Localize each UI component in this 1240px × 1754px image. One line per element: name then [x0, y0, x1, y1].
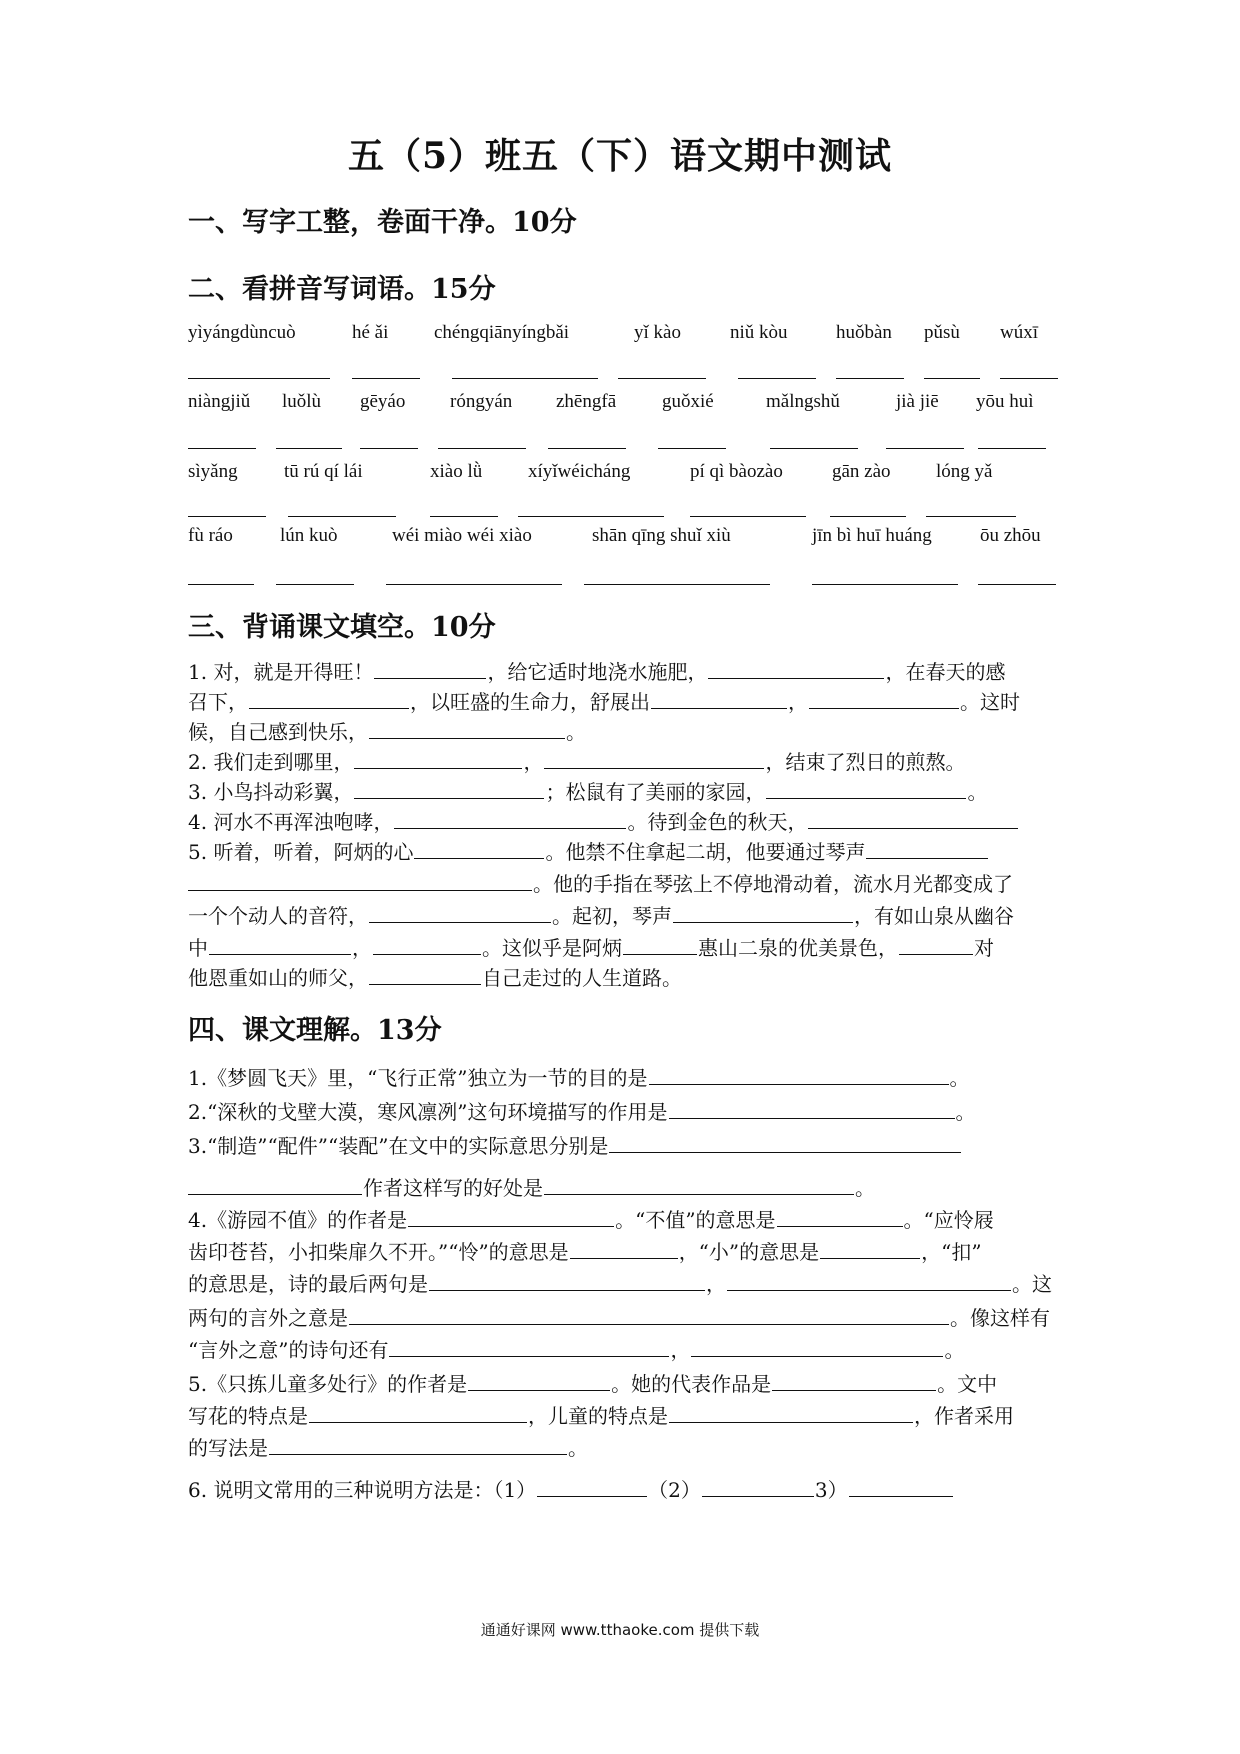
- fill-blank[interactable]: [269, 1432, 567, 1455]
- answer-blank[interactable]: [1000, 378, 1058, 379]
- s4-line-8: 两句的言外之意是 。像这样有: [188, 1302, 1050, 1334]
- fill-blank[interactable]: [354, 746, 522, 769]
- s4-line-13: 6. 说明文常用的三种说明方法是：（1） （2） 3）: [188, 1474, 954, 1506]
- fill-blank[interactable]: [544, 1172, 854, 1195]
- answer-blank[interactable]: [188, 448, 256, 449]
- pinyin-item: huǒbàn: [836, 322, 892, 343]
- fill-blank[interactable]: [777, 1204, 903, 1227]
- s4-line-6: 齿印苍苔，小扣柴扉久不开。”“怜”的意思是 ，“小”的意思是 ，“扣”: [188, 1236, 982, 1268]
- answer-blank[interactable]: [352, 378, 420, 379]
- fill-blank[interactable]: [374, 656, 486, 679]
- s3-line-1: 1. 对，就是开得旺！ ，给它适时地浇水施肥， ，在春天的感: [188, 656, 1005, 688]
- section-1-heading: 一、写字工整，卷面干净。10分: [188, 207, 577, 238]
- s3-line-10: 中 ， 。这似乎是阿炳 惠山二泉的优美景色， 对: [188, 932, 994, 964]
- s4-line-1: 1.《梦圆飞天》里，“飞行正常”独立为一节的目的是 。: [188, 1062, 970, 1094]
- pinyin-item: wúxī: [1000, 322, 1038, 343]
- fill-blank[interactable]: [544, 746, 764, 769]
- pinyin-item: jīn bì huī huáng: [812, 525, 932, 546]
- answer-blank[interactable]: [690, 516, 806, 517]
- pinyin-item: fù ráo: [188, 525, 233, 546]
- fill-blank[interactable]: [623, 932, 697, 955]
- s4-line-11: 写花的特点是 ，儿童的特点是 ，作者采用: [188, 1400, 1014, 1432]
- fill-blank[interactable]: [570, 1236, 678, 1259]
- s3-line-7: 5. 听着，听着，阿炳的心 。他禁不住拿起二胡，他要通过琴声: [188, 836, 989, 868]
- pinyin-item: gān zào: [832, 461, 891, 482]
- pinyin-item: luǒlù: [282, 391, 322, 412]
- pinyin-item: jià jiē: [896, 391, 939, 412]
- s4-line-4: 作者这样写的好处是 。: [188, 1172, 875, 1204]
- answer-blank[interactable]: [518, 516, 664, 517]
- answer-blank[interactable]: [188, 516, 266, 517]
- section-4-heading: 四、课文理解。13分: [188, 1015, 442, 1046]
- fill-blank[interactable]: [849, 1474, 953, 1497]
- answer-blank[interactable]: [438, 448, 526, 449]
- s4-line-9: “言外之意”的诗句还有 ， 。: [188, 1334, 964, 1366]
- fill-blank[interactable]: [537, 1474, 647, 1497]
- pinyin-item: zhēngfā: [556, 391, 617, 412]
- answer-blank[interactable]: [584, 584, 770, 585]
- s4-line-7: 的意思是，诗的最后两句是 ， 。这: [188, 1268, 1052, 1300]
- answer-blank[interactable]: [978, 448, 1046, 449]
- fill-blank[interactable]: [866, 836, 988, 859]
- answer-blank[interactable]: [276, 584, 354, 585]
- pinyin-item: mǎlngshǔ: [766, 391, 840, 412]
- pinyin-item: niǔ kòu: [730, 322, 788, 343]
- fill-blank[interactable]: [669, 1400, 913, 1423]
- pinyin-item: tū rú qí lái: [284, 461, 363, 482]
- answer-blank[interactable]: [886, 448, 964, 449]
- answer-blank[interactable]: [770, 448, 858, 449]
- answer-blank[interactable]: [836, 378, 904, 379]
- s3-line-5: 3. 小鸟抖动彩翼， ；松鼠有了美丽的家园， 。: [188, 776, 987, 808]
- fill-blank[interactable]: [188, 868, 532, 891]
- fill-blank[interactable]: [651, 686, 787, 709]
- fill-blank[interactable]: [389, 1334, 669, 1357]
- fill-blank[interactable]: [809, 686, 959, 709]
- answer-blank[interactable]: [430, 516, 498, 517]
- pinyin-item: lún kuò: [280, 525, 338, 546]
- pinyin-item: hé ǎi: [352, 322, 389, 343]
- answer-blank[interactable]: [276, 448, 342, 449]
- section-3-heading: 三、背诵课文填空。10分: [188, 612, 496, 643]
- s4-line-10: 5.《只拣儿童多处行》的作者是 。她的代表作品是 。文中: [188, 1368, 997, 1400]
- answer-blank[interactable]: [926, 516, 1016, 517]
- fill-blank[interactable]: [772, 1368, 936, 1391]
- fill-blank[interactable]: [309, 1400, 527, 1423]
- pinyin-item: guǒxié: [662, 391, 714, 412]
- pinyin-item: xiào lǜ: [430, 461, 483, 482]
- fill-blank[interactable]: [708, 656, 884, 679]
- s3-line-9: 一个个动人的音符， 。起初，琴声 ，有如山泉从幽谷: [188, 900, 1014, 932]
- section-2-heading: 二、看拼音写词语。15分: [188, 274, 496, 305]
- fill-blank[interactable]: [369, 962, 481, 985]
- fill-blank[interactable]: [369, 900, 551, 923]
- pinyin-item: yìyángdùncuò: [188, 322, 296, 343]
- s4-line-2: 2.“深秋的戈壁大漠，寒风凛冽”这句环境描写的作用是 。: [188, 1096, 976, 1128]
- answer-blank[interactable]: [548, 448, 626, 449]
- pinyin-item: pí qì bàozào: [690, 461, 783, 482]
- fill-blank[interactable]: [429, 1268, 705, 1291]
- fill-blank[interactable]: [394, 806, 626, 829]
- s3-line-2: 召下， ，以旺盛的生命力，舒展出 ， 。这时: [188, 686, 1020, 718]
- answer-blank[interactable]: [924, 378, 980, 379]
- answer-blank[interactable]: [452, 378, 598, 379]
- fill-blank[interactable]: [373, 932, 481, 955]
- answer-blank[interactable]: [978, 584, 1056, 585]
- answer-blank[interactable]: [812, 584, 958, 585]
- fill-blank[interactable]: [408, 1204, 614, 1227]
- fill-blank[interactable]: [609, 1130, 961, 1153]
- fill-blank[interactable]: [354, 776, 544, 799]
- fill-blank[interactable]: [808, 806, 1018, 829]
- fill-blank[interactable]: [349, 1302, 949, 1325]
- s4-line-5: 4.《游园不值》的作者是 。“不值”的意思是 。“应怜屐: [188, 1204, 994, 1236]
- page-title: 五（5）班五（下）语文期中测试: [347, 135, 893, 177]
- footer-credit: 通通好课网 www.tthaoke.com 提供下载: [480, 1621, 760, 1639]
- answer-blank[interactable]: [658, 448, 726, 449]
- fill-blank[interactable]: [766, 776, 966, 799]
- s3-line-6: 4. 河水不再浑浊咆哮， 。待到金色的秋天，: [188, 806, 1019, 838]
- pinyin-item: gēyáo: [360, 391, 406, 412]
- answer-blank[interactable]: [188, 378, 330, 379]
- s4-line-3: 3.“制造”“配件”“装配”在文中的实际意思分别是: [188, 1130, 962, 1162]
- fill-blank[interactable]: [649, 1062, 949, 1085]
- pinyin-item: shān qīng shuǐ xiù: [592, 525, 731, 546]
- fill-blank[interactable]: [702, 1474, 814, 1497]
- pinyin-item: róngyán: [450, 391, 513, 412]
- answer-blank[interactable]: [288, 516, 396, 517]
- s3-line-3: 候，自己感到快乐， 。: [188, 716, 586, 748]
- s4-line-12: 的写法是 。: [188, 1432, 588, 1464]
- pinyin-item: pǔsù: [924, 322, 960, 343]
- s3-line-8: 。他的手指在琴弦上不停地滑动着，流水月光都变成了: [188, 868, 1013, 900]
- answer-blank[interactable]: [360, 448, 418, 449]
- fill-blank[interactable]: [249, 686, 409, 709]
- fill-blank[interactable]: [691, 1334, 943, 1357]
- s3-line-11: 他恩重如山的师父， 自己走过的人生道路。: [188, 962, 682, 994]
- pinyin-item: xíyǐwéicháng: [528, 461, 631, 482]
- fill-blank[interactable]: [669, 1096, 955, 1119]
- fill-blank[interactable]: [468, 1368, 610, 1391]
- fill-blank[interactable]: [899, 932, 973, 955]
- fill-blank[interactable]: [209, 932, 351, 955]
- pinyin-item: niàngjiǔ: [188, 391, 251, 412]
- answer-blank[interactable]: [618, 378, 706, 379]
- fill-blank[interactable]: [727, 1268, 1011, 1291]
- answer-blank[interactable]: [188, 584, 254, 585]
- pinyin-item: sìyǎng: [188, 461, 238, 482]
- fill-blank[interactable]: [369, 716, 565, 739]
- answer-blank[interactable]: [738, 378, 816, 379]
- pinyin-item: yǐ kào: [634, 322, 681, 343]
- s3-line-4: 2. 我们走到哪里， ， ，结束了烈日的煎熬。: [188, 746, 965, 778]
- answer-blank[interactable]: [830, 516, 906, 517]
- fill-blank[interactable]: [673, 900, 853, 923]
- pinyin-item: yōu huì: [976, 391, 1034, 412]
- pinyin-item: chéngqiānyíngbǎi: [434, 322, 570, 343]
- fill-blank[interactable]: [820, 1236, 920, 1259]
- pinyin-item: lóng yǎ: [936, 461, 993, 482]
- pinyin-item: ōu zhōu: [980, 525, 1041, 546]
- fill-blank[interactable]: [414, 836, 544, 859]
- pinyin-item: wéi miào wéi xiào: [392, 525, 532, 546]
- answer-blank[interactable]: [386, 584, 562, 585]
- fill-blank[interactable]: [188, 1172, 362, 1195]
